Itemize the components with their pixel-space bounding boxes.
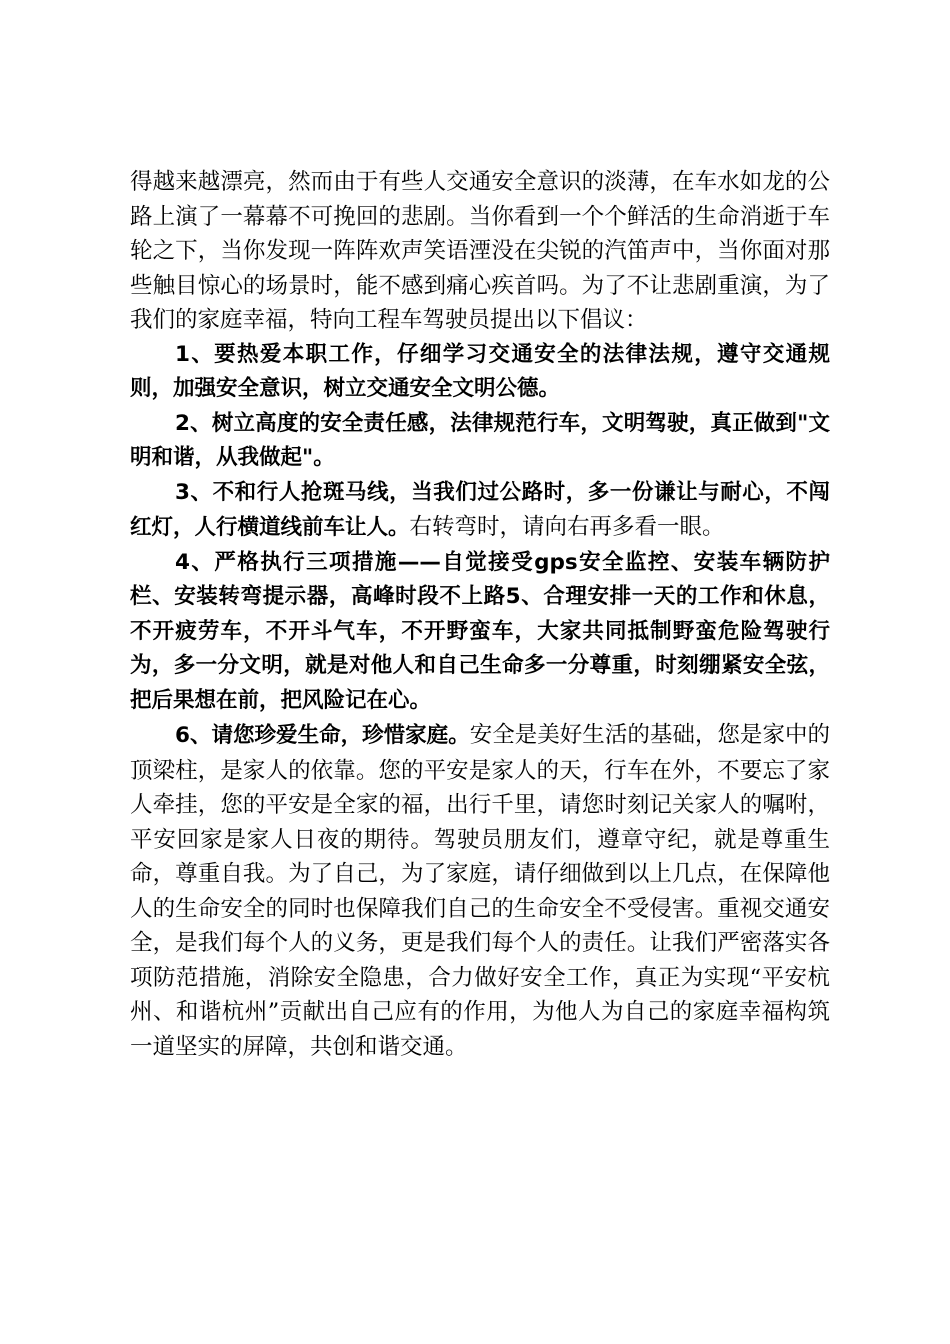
proposal-item-2-text: 2、树立高度的安全责任感，法律规范行车，文明驾驶，真正做到"文明和谐，从我做起"。 (130, 410, 830, 470)
proposal-item-2 (130, 407, 830, 476)
proposal-item-6-heading: 6、请您珍爱生命，珍惜家庭。 (175, 723, 470, 748)
intro-text: 得越来越漂亮，然而由于有些人交通安全意识的淡薄，在车水如龙的公路上演了一幕幕不可挽回的悲剧。当你看到一个个鲜活的生命消逝于车轮之下，当你发现一阵阵欢声笑语湮没在尖锐的汽笛声中，当你面对那些触目惊心的场景时，能不感到痛心疾首吗。为了不让悲剧重演，为了我们的家庭幸福，特向工程车驾驶员提出以下倡议： (130, 169, 830, 333)
proposal-item-1 (130, 338, 830, 407)
proposal-item-6 (130, 718, 830, 1064)
proposal-item-1-text: 1、要热爱本职工作，仔细学习交通安全的法律法规，遵守交通规则，加强安全意识，树立交通安全文明公德。 (130, 341, 830, 401)
proposal-item-4-5-text: 4、严格执行三项措施——自觉接受gps安全监控、安装车辆防护栏、安装转弯提示器，高峰时段不上路5、合理安排一天的工作和休息，不开疲劳车，不开斗气车，不开野蛮车，大家共同抵制野蛮危险驾驶行为，多一分文明，就是对他人和自己生命多一分尊重，时刻绷紧安全弦，把后果想在前，把风险记在心。 (130, 549, 830, 713)
proposal-item-3-text: 3、不和行人抢斑马线，当我们过公路时，多一份谦让与耐心，不闯红灯，人行横道线前车让人。 (130, 479, 830, 540)
proposal-item-3 (130, 476, 830, 546)
intro-paragraph (130, 165, 830, 338)
proposal-item-6-text: 安全是美好生活的基础，您是家中的顶梁柱，是家人的依靠。您的平安是家人的天，行车在外，不要忘了家人牵挂，您的平安是全家的福，出行千里，请您时刻记关家人的嘱咐，平安回家是家人日夜的期待。驾驶员朋友们，遵章守纪，就是尊重生命，尊重自我。为了自己，为了家庭，请仔细做到以上几点，在保障他人的生命安全的同时也保障我们自己的生命安全不受侵害。重视交通安全，是我们每个人的义务，更是我们每个人的责任。让我们严密落实各项防范措施，消除安全隐患，合力做好安全工作，真正为实现“平安杭州、和谐杭州”贡献出自己应有的作用，为他人为自己的家庭幸福构筑一道坚实的屏障，共创和谐交通。 (130, 722, 830, 1060)
proposal-item-4-5 (130, 546, 830, 719)
document-page (130, 165, 830, 1064)
proposal-item-3-tail: 右转弯时，请向右再多看一眼。 (409, 514, 725, 540)
